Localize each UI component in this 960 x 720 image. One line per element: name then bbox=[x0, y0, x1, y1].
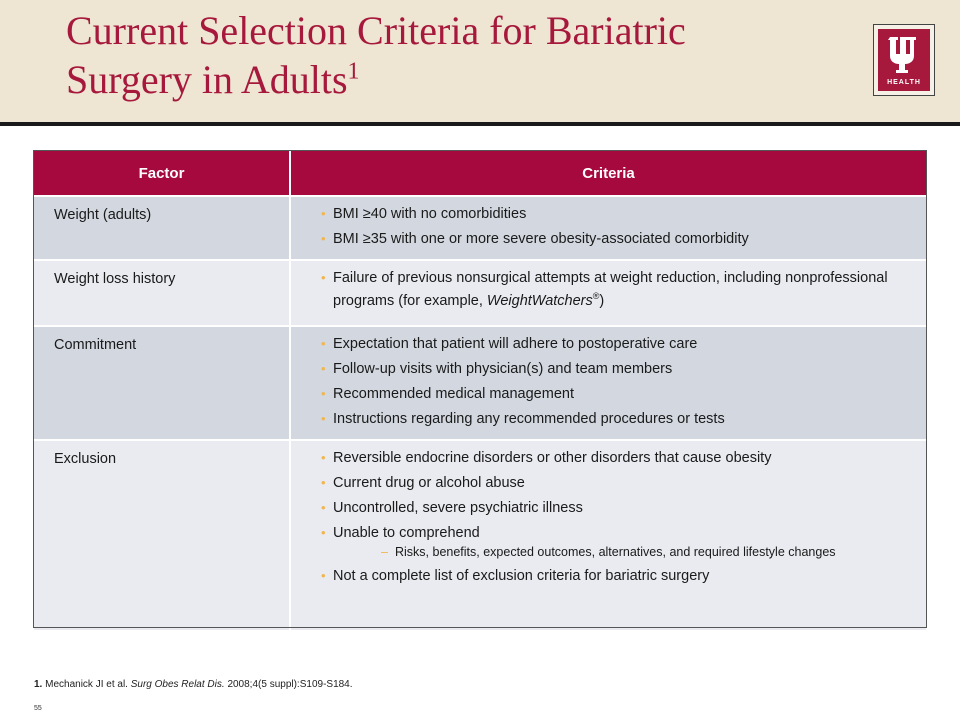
footnote bbox=[34, 679, 353, 690]
slide-title bbox=[66, 6, 846, 104]
iu-health-logo bbox=[873, 24, 935, 96]
footnote-number: 1. bbox=[34, 679, 43, 690]
header-factor: Factor bbox=[34, 151, 290, 196]
table-row bbox=[34, 440, 926, 630]
factor-cell: Commitment bbox=[34, 326, 290, 440]
table-row bbox=[34, 196, 926, 260]
criteria-cell bbox=[290, 196, 926, 260]
title-line-1: Current Selection Criteria for Bariatric bbox=[66, 8, 686, 53]
title-line-2: Surgery in Adults bbox=[66, 57, 348, 102]
criteria-text: Unable to comprehend bbox=[333, 525, 480, 541]
criteria-item: • Current drug or alcohol abuse bbox=[321, 474, 916, 492]
criteria-item: • BMI ≥35 with one or more severe obesity-associated comorbidity bbox=[321, 230, 916, 248]
factor-cell: Weight (adults) bbox=[34, 196, 290, 260]
title-superscript: 1 bbox=[347, 58, 360, 85]
factor-cell: Exclusion bbox=[34, 440, 290, 630]
registered-mark: ® bbox=[592, 291, 600, 301]
criteria-item bbox=[321, 524, 916, 560]
header-criteria: Criteria bbox=[290, 151, 926, 196]
criteria-item: • Not a complete list of exclusion criteria for bariatric surgery bbox=[321, 567, 916, 585]
criteria-item: • Reversible endocrine disorders or other disorders that cause obesity bbox=[321, 449, 916, 467]
trident-icon bbox=[886, 35, 922, 77]
table-row bbox=[34, 326, 926, 440]
criteria-item: • BMI ≥40 with no comorbidities bbox=[321, 205, 916, 223]
criteria-brand: WeightWatchers bbox=[486, 292, 593, 309]
factor-cell: Weight loss history bbox=[34, 260, 290, 326]
logo-mark bbox=[878, 29, 930, 91]
criteria-cell bbox=[290, 326, 926, 440]
criteria-table bbox=[34, 151, 926, 630]
criteria-cell bbox=[290, 260, 926, 326]
page-number: 55 bbox=[34, 705, 42, 712]
footnote-journal: Surg Obes Relat Dis. bbox=[130, 679, 225, 690]
criteria-item: • Uncontrolled, severe psychiatric illness bbox=[321, 499, 916, 517]
criteria-item bbox=[321, 269, 916, 310]
logo-wordmark: HEALTH bbox=[887, 79, 921, 86]
title-divider bbox=[0, 122, 960, 126]
criteria-item: • Expectation that patient will adhere to postoperative care bbox=[321, 335, 916, 353]
footnote-authors: Mechanick JI et al. bbox=[45, 679, 128, 690]
criteria-item: • Instructions regarding any recommended procedures or tests bbox=[321, 410, 916, 428]
table-row bbox=[34, 260, 926, 326]
footnote-citation: 2008;4(5 suppl):S109-S184. bbox=[227, 679, 353, 690]
criteria-cell bbox=[290, 440, 926, 630]
criteria-item: • Recommended medical management bbox=[321, 385, 916, 403]
sub-criteria-item: – Risks, benefits, expected outcomes, alternatives, and required lifestyle changes bbox=[381, 545, 916, 560]
table-header-row bbox=[34, 151, 926, 196]
criteria-text: Failure of previous nonsurgical attempts at weight reduction, including nonprofessional programs (for example, bbox=[333, 270, 888, 309]
criteria-close: ) bbox=[599, 292, 605, 309]
criteria-item: • Follow-up visits with physician(s) and team members bbox=[321, 360, 916, 378]
